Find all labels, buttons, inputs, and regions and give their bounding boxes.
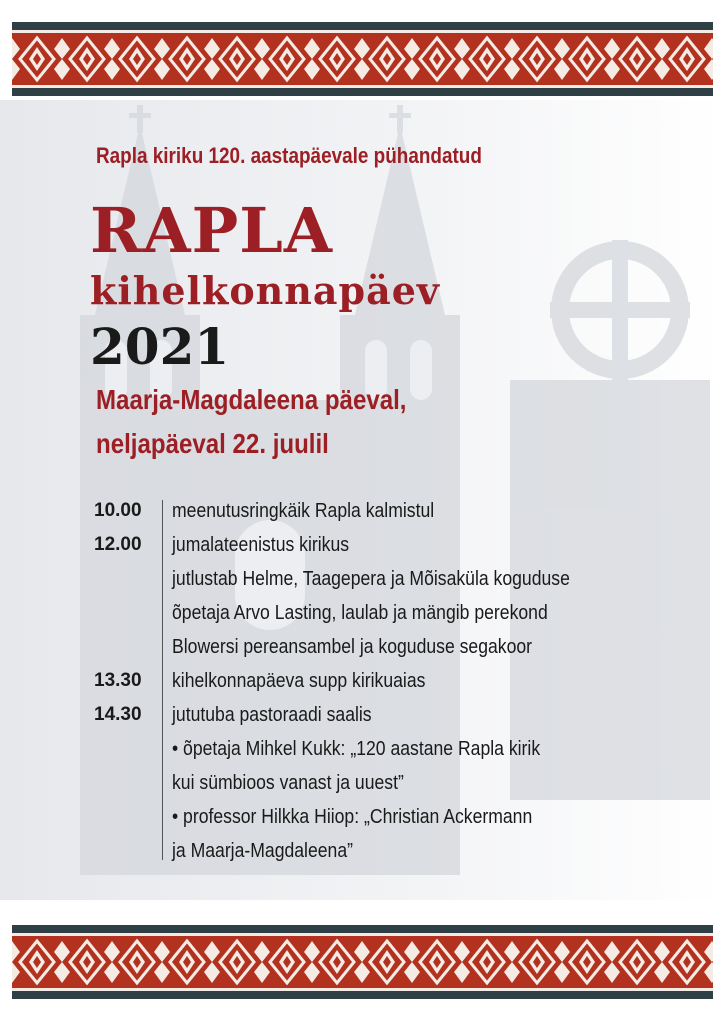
event-date-line1: Maarja-Magdaleena päeval,	[96, 384, 407, 415]
schedule-row	[94, 664, 694, 698]
schedule-time: 10.00	[94, 500, 142, 521]
bottom-ornament-band	[12, 925, 713, 999]
ornament-pattern-icon	[12, 22, 713, 96]
schedule-text: • õpetaja Mihkel Kukk: „120 aastane Rapla kirik	[172, 738, 541, 760]
schedule-text: • professor Hilkka Hiiop: „Christian Ackermann	[172, 806, 533, 828]
schedule-row	[94, 630, 694, 664]
schedule-time: 13.30	[94, 670, 142, 691]
schedule-text: jutlustab Helme, Taagepera ja Mõisaküla koguduse	[172, 568, 570, 590]
event-year: 2021	[90, 317, 230, 376]
event-title-rapla: RAPLA	[90, 194, 333, 267]
schedule-text: ja Maarja-Magdaleena”	[172, 840, 353, 862]
top-ornament-band	[12, 22, 713, 96]
event-title-kihelkonnapaev: kihelkonnapäev	[90, 268, 441, 313]
schedule-text: Blowersi pereansambel ja koguduse segakoor	[172, 636, 533, 658]
schedule-time: 12.00	[94, 534, 142, 555]
schedule-row	[94, 732, 694, 766]
schedule-text: jumalateenistus kirikus	[172, 534, 350, 556]
schedule-list	[94, 494, 694, 868]
schedule-text: kihelkonnapäeva supp kirikuaias	[172, 670, 426, 692]
schedule-row	[94, 494, 694, 528]
schedule-row	[94, 800, 694, 834]
ornament-pattern-icon	[12, 925, 713, 999]
schedule-row	[94, 766, 694, 800]
schedule-row	[94, 698, 694, 732]
event-date-line2: neljapäeval 22. juulil	[96, 428, 329, 459]
schedule-row	[94, 596, 694, 630]
event-subtitle: Rapla kiriku 120. aastapäevale pühandatud	[96, 143, 482, 168]
schedule-row	[94, 834, 694, 868]
schedule-time: 14.30	[94, 704, 142, 725]
schedule-row	[94, 562, 694, 596]
schedule-text: jututuba pastoraadi saalis	[172, 704, 372, 726]
schedule-row	[94, 528, 694, 562]
schedule-text: õpetaja Arvo Lasting, laulab ja mängib perekond	[172, 602, 548, 624]
schedule-text: kui sümbioos vanast ja uuest”	[172, 772, 404, 794]
schedule-text: meenutusringkäik Rapla kalmistul	[172, 500, 435, 522]
